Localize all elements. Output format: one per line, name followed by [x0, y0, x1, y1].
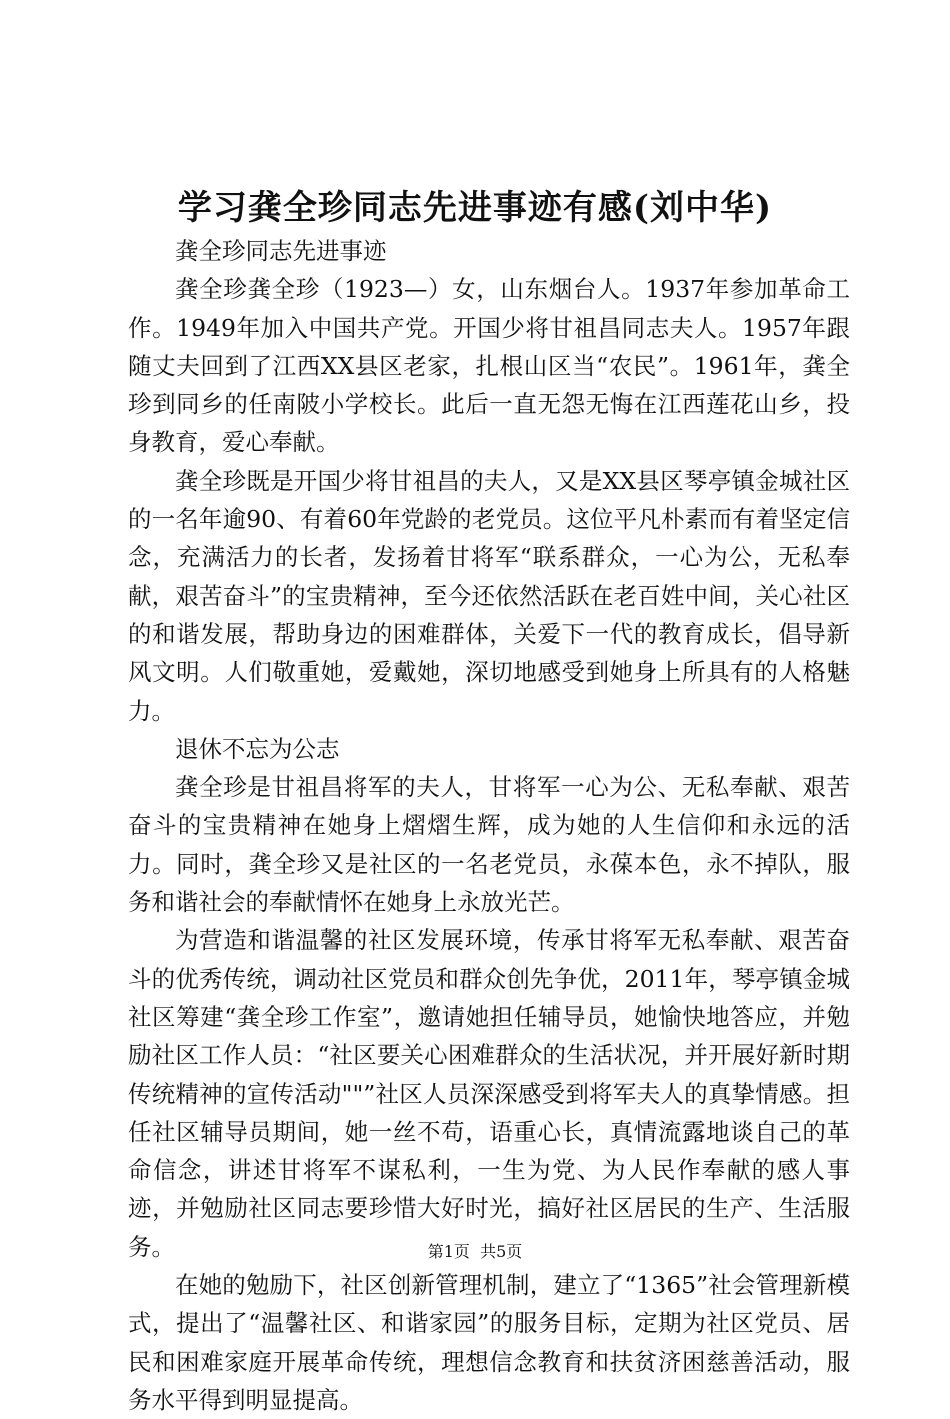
- page-footer: [0, 1240, 950, 1264]
- section-heading: 龚全珍同志先进事迹: [175, 237, 387, 265]
- body-paragraph: 为营造和谐温馨的社区发展环境，传承甘将军无私奉献、艰苦奋斗的优秀传统，调动社区党员和群众创先争优，2011年，琴亭镇金城社区筹建“龚全珍工作室”，邀请她担任辅导员，她愉快地答应，并勉励社区工作人员：“社区要关心困难群众的生活状况，并开展好新时期传统精神的宣传活动""”社区人员深深感受到将军夫人的真挚情感。担任社区辅导员期间，她一丝不苟，语重心长，真情流露地谈自己的革命信念，讲述甘将军不谋私利，一生为党、为人民作奉献的感人事迹，并勉励社区同志要珍惜大好时光，搞好社区居民的生产、生活服务。: [128, 926, 850, 1261]
- body-paragraph: 龚全珍是甘祖昌将军的夫人，甘将军一心为公、无私奉献、艰苦奋斗的宝贵精神在她身上熠熠生辉，成为她的人生信仰和永远的活力。同时，龚全珍又是社区的一名老党员，永葆本色，永不掉队，服务和谐社会的奉献情怀在她身上永放光芒。: [128, 773, 850, 917]
- body-paragraph: 龚全珍龚全珍（1923—）女，山东烟台人。1937年参加革命工作。1949年加入中国共产党。开国少将甘祖昌同志夫人。1957年跟随丈夫回到了江西XX县区老家，扎根山区当“农民”。1961年，龚全珍到同乡的任南陂小学校长。此后一直无怨无悔在江西莲花山乡，投身教育，爱心奉献。: [128, 275, 850, 457]
- page-number: 第1页 共5页: [427, 1242, 523, 1261]
- section-heading: 退休不忘为公志: [175, 734, 340, 763]
- body-paragraph: 在她的勉励下，社区创新管理机制，建立了“1365”社会管理新模式，提出了“温馨社区、和谐家园”的服务目标，定期为社区党员、居民和困难家庭开展革命传统，理想信念教育和扶贫济困慈善活动，服务水平得到明显提高。: [128, 1271, 850, 1414]
- document-title: 学习龚全珍同志先进事迹有感(刘中华): [177, 188, 773, 228]
- body-paragraph: 龚全珍既是开国少将甘祖昌的夫人，又是XX县区琴亭镇金城社区的一名年逾90、有着60年党龄的老党员。这位平凡朴素而有着坚定信念，充满活力的长者，发扬着甘将军“联系群众，一心为公，无私奉献，艰苦奋斗”的宝贵精神，至今还依然活跃在老百姓中间，关心社区的和谐发展，帮助身边的困难群体，关爱下一代的教育成长，倡导新风文明。人们敬重她，爱戴她，深切地感受到她身上所具有的人格魅力。: [128, 466, 850, 725]
